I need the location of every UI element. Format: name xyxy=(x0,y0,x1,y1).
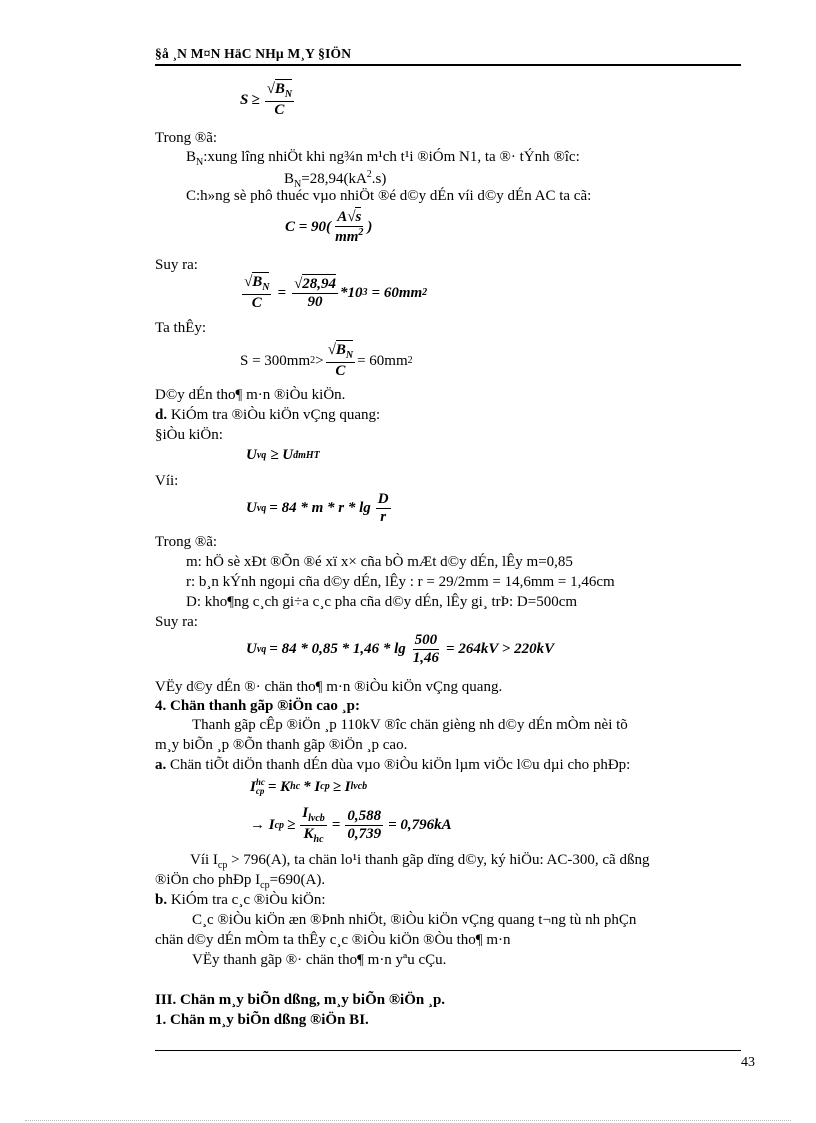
footer-rule xyxy=(155,1050,741,1051)
text-line: Trong ®ã: xyxy=(155,534,218,550)
text-line: r: b¸n kÝnh ngoµi cña d©y dÉn, lÊy : r = 29/2mm = 14,6mm = 1,46cm xyxy=(186,574,615,590)
text-line: VËy thanh gãp ®· chän tho¶ m·n yªu cÇu. xyxy=(192,952,447,968)
text-line: D: kho¶ng c¸ch gi÷a c¸c pha cña d©y dÉn, lÊy gi¸ trÞ: D=500cm xyxy=(186,594,578,610)
formula-busbar-current: I hc cp = K hc * I cp ≥ I lvcb xyxy=(250,777,368,796)
text-line: m: hÖ sè xÐt ®Õn ®é xï x× cña bÒ mÆt d©y dÉn, lÊy m=0,85 xyxy=(186,554,573,570)
page-edge-dots xyxy=(25,1120,791,1121)
page-header: §å ¸N M¤N HäC NHµ M¸Y §IÖN xyxy=(155,46,352,61)
text-line: Trong ®ã: xyxy=(155,130,218,146)
text-line: C¸c ®iÒu kiÖn æn ®Þnh nhiÖt, ®iÒu kiÖn vÇng quang t¬ng tù nh phÇn xyxy=(192,912,637,928)
formula-c-constant: C = 90( $\frac{A√s}{mm^2}$ ) xyxy=(285,209,373,245)
text-line: Ta thÊy: xyxy=(155,320,207,336)
text-line: Thanh gãp cÊp ®iÖn ¸p 110kV ®îc chän gièng nh d©y dÉn mÒm nèi tõ xyxy=(192,717,628,733)
formula-corona-result: U vq = 84 * 0,85 * 1,46 * lg $\frac{500}{1,46}$ = 264kV > 220kV xyxy=(246,632,555,666)
formula-corona-voltage: U vq = 84 * m * r * lg $\frac{D}{r}$ xyxy=(246,491,389,525)
text-line: §iÒu kiÖn: xyxy=(155,427,223,443)
text-line: VËy d©y dÉn ®· chän tho¶ m·n ®iÒu kiÖn vÇng quang. xyxy=(155,679,503,695)
text-line: Víi: xyxy=(155,473,179,489)
formula-busbar-calc: → I cp ≥ $\frac{I_{lvcb}}{K_{hc}}$ = $\frac{0,588}{0,739}$ = 0,796kA xyxy=(250,805,452,845)
section-heading: 1. Chän m¸y biÕn dßng ®iÖn BI. xyxy=(155,1012,369,1028)
formula-corona-condition: U vq ≥ U đmHT xyxy=(246,447,320,463)
formula-s-min: S ≥ $\frac{√B_N}{C}$ xyxy=(240,81,293,118)
text-line: a. Chän tiÕt diÖn thanh dÉn dùa vµo ®iÒu kiÖn lµm viÖc l©u dµi cho phÐp: xyxy=(155,757,631,773)
section-heading: III. Chän m¸y biÕn dßng, m¸y biÕn ®iÖn ¸p. xyxy=(155,992,446,1008)
text-line: d. KiÓm tra ®iÒu kiÖn vÇng quang: xyxy=(155,407,381,423)
text-line: Suy ra: xyxy=(155,257,198,273)
text-line: ®iÖn cho phÐp $I_{cp}=690(A)$. xyxy=(155,872,326,891)
text-line: C:h»ng sè phô thuéc vµo nhiÖt ®é d©y dÉn víi d©y dÉn AC ta cã: xyxy=(186,188,592,204)
section-heading: 4. Chän thanh gãp ®iÖn cao ¸p: xyxy=(155,698,361,714)
text-line: $B_N=28,94(kA^2.s)$ xyxy=(284,169,387,190)
text-line: chän d©y dÉn mÒm ta thÊy c¸c ®iÒu kiÖn ®Òu tho¶ m·n xyxy=(155,932,511,948)
header-rule xyxy=(155,64,741,66)
formula-s-compare: S = 300mm 2 > $\frac{√B_N}{C}$ = 60mm 2 xyxy=(240,342,413,379)
formula-s-calc: $\frac{√B_N}{C}$ = $\frac{√28,94}{90}$ *10 3 = 60mm 2 xyxy=(244,274,428,311)
text-line: m¸y biÕn ¸p ®Õn thanh gãp ®iÖn ¸p cao. xyxy=(155,737,408,753)
text-line: D©y dÉn tho¶ m·n ®iÒu kiÖn. xyxy=(155,387,346,403)
text-line: Víi $I_{cp} > 796(A)$, ta chän lo¹i thanh gãp dïng d©y, ký hiÖu: AC-300, cã dßng xyxy=(190,852,650,871)
page-number: 43 xyxy=(741,1055,755,1070)
text-line: $B_N:xung$ lîng nhiÖt khi ng¾n m¹ch t¹i ®iÓm N1, ta ®· tÝnh ®îc: xyxy=(186,149,580,168)
text-line: b. KiÓm tra c¸c ®iÒu kiÖn: xyxy=(155,892,326,908)
text-line: Suy ra: xyxy=(155,614,198,630)
